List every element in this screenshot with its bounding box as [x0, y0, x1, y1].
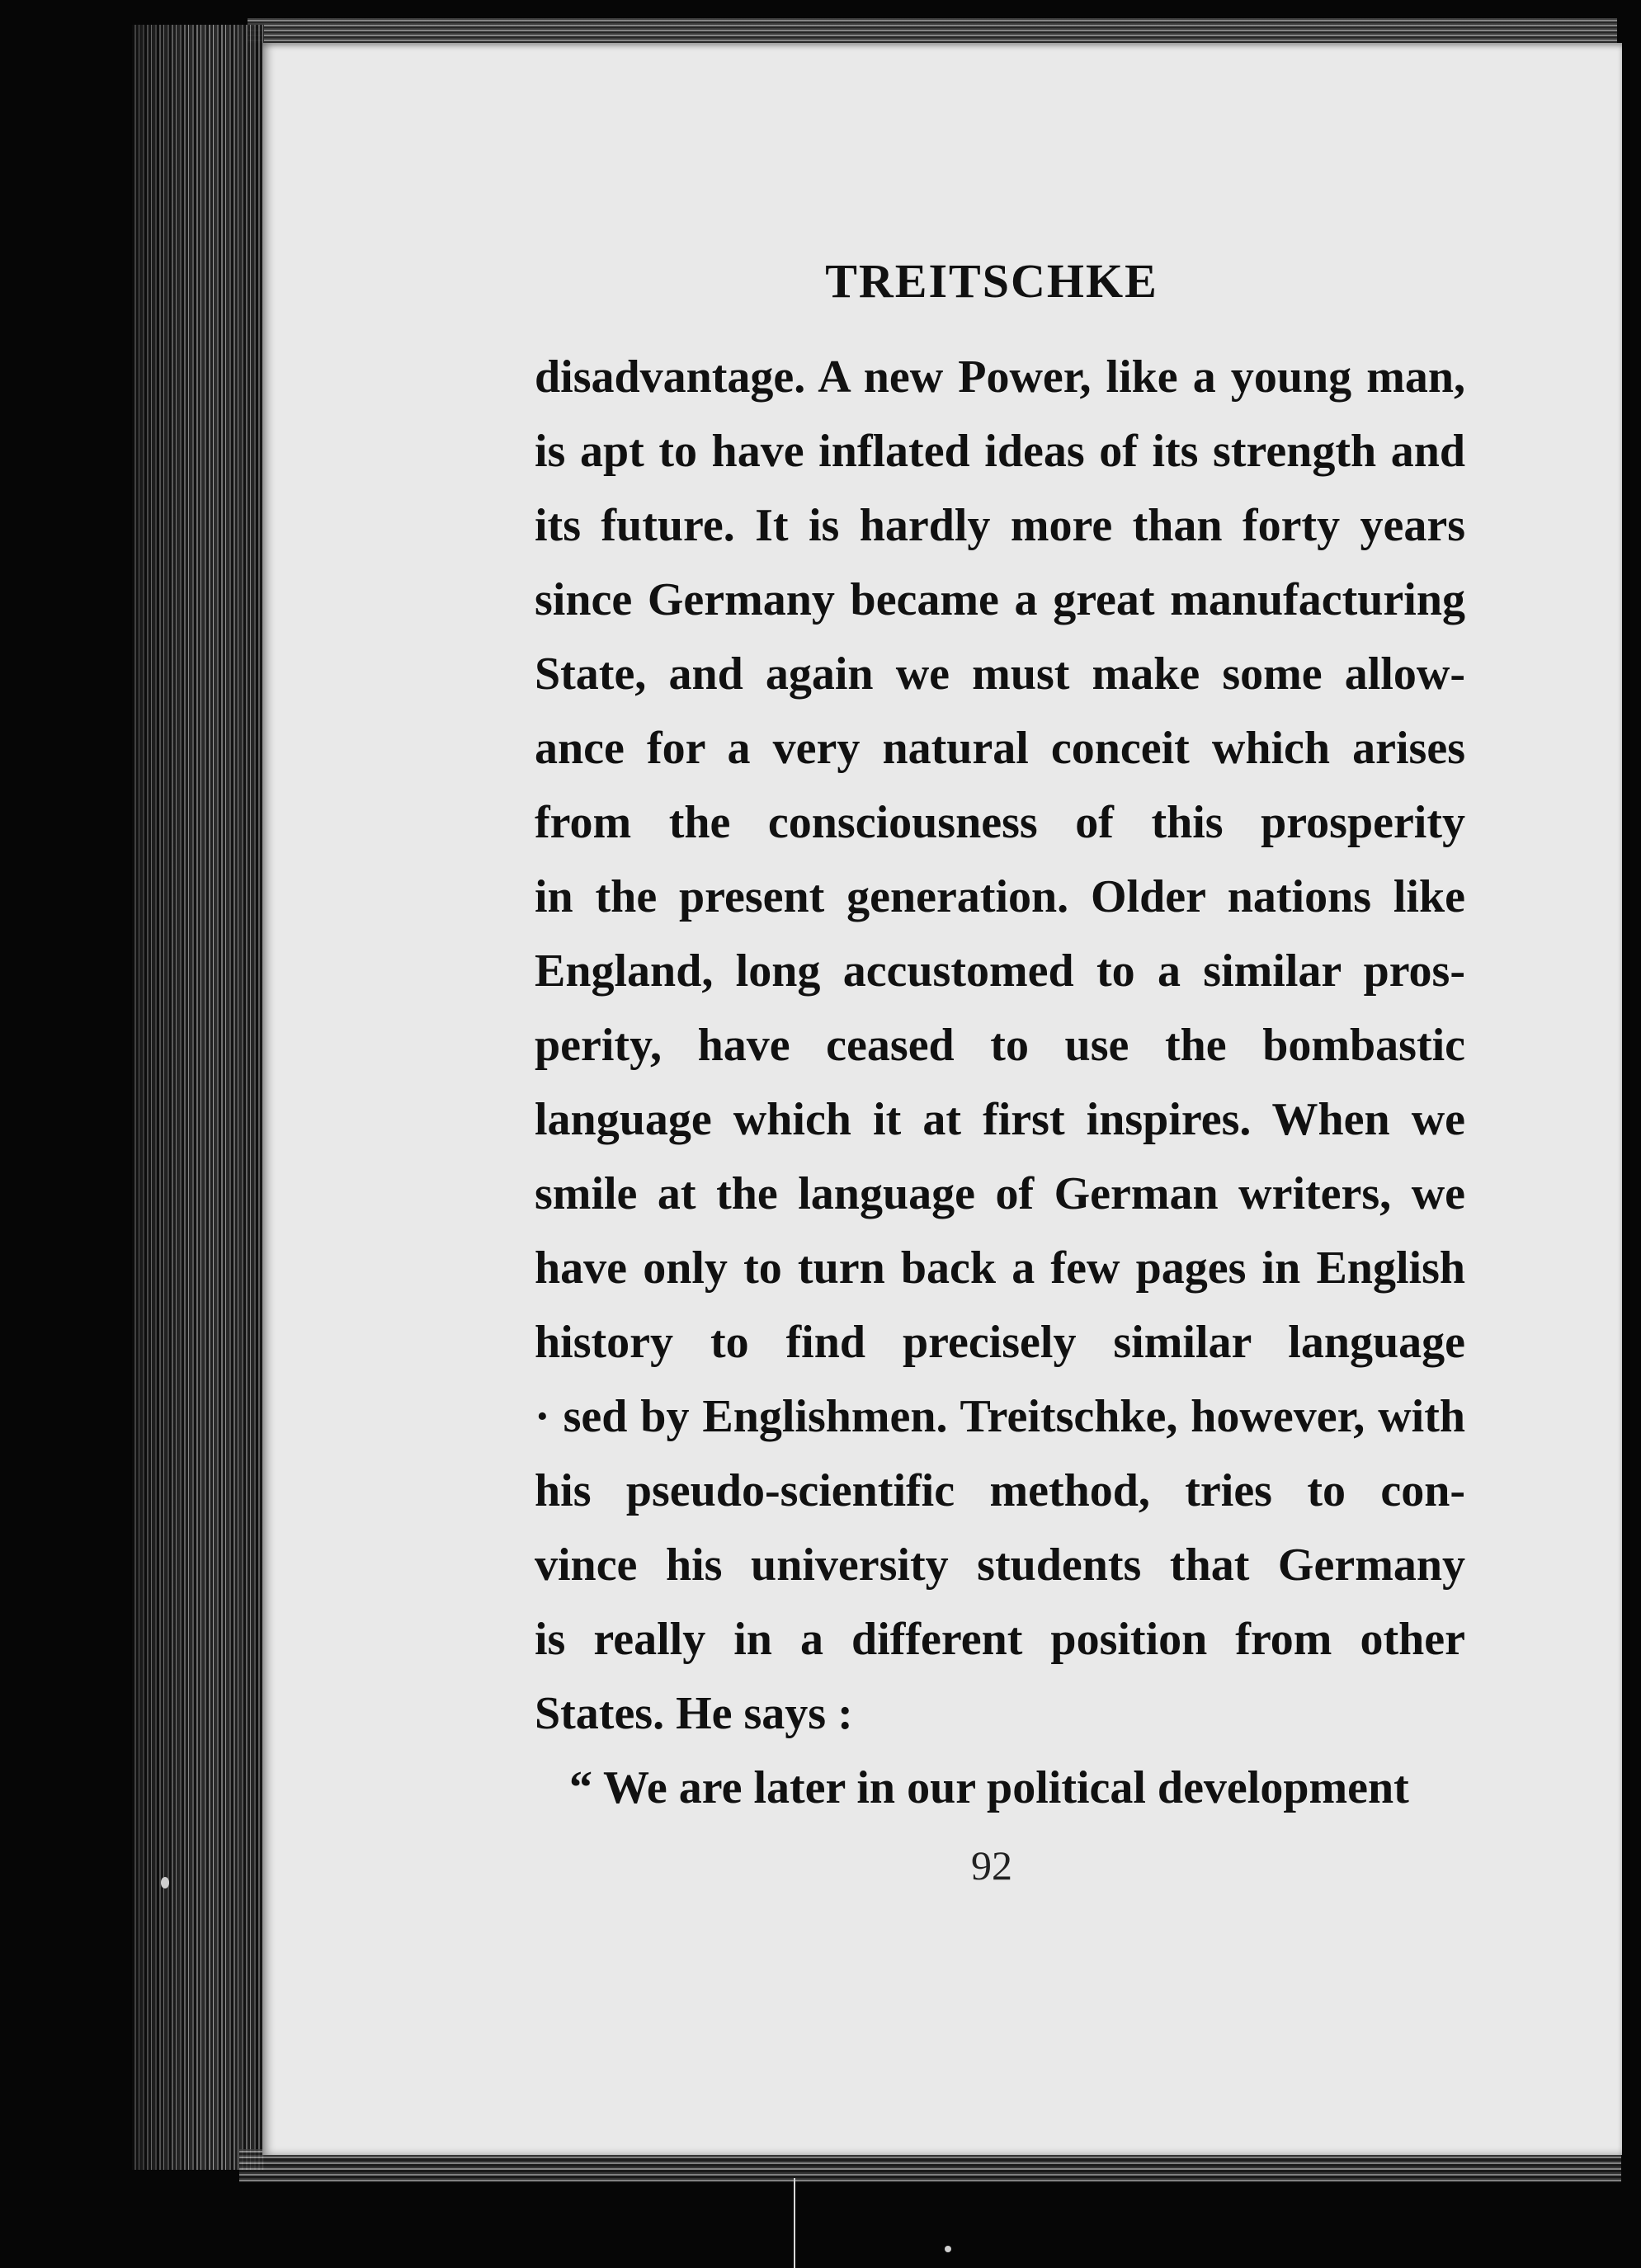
top-page-edges: [248, 18, 1617, 43]
book-page: [262, 43, 1622, 2155]
text-line: his pseudo-scientific method, tries to con-: [535, 1465, 1465, 1516]
text-line: is really in a different position from other: [535, 1614, 1465, 1665]
scan-speck: [945, 2246, 951, 2252]
page-number: 92: [971, 1842, 1012, 1888]
running-head: TREITSCHKE: [825, 254, 1158, 308]
quote-line: “ We are later in our political development: [569, 1762, 1409, 1813]
text-line: vince his university students that Germany: [535, 1540, 1465, 1591]
text-line: England, long accustomed to a similar pros-: [535, 945, 1465, 997]
page-edges-shadow: [132, 25, 264, 2170]
text-line: since Germany became a great manufacturing: [535, 574, 1465, 625]
scan-artifact-line: [794, 2178, 795, 2268]
text-line: perity, have ceased to use the bombastic: [535, 1020, 1465, 1071]
text-line: ance for a very natural conceit which arises: [535, 723, 1465, 774]
text-line: · sed by Englishmen. Treitschke, however, with: [535, 1391, 1465, 1442]
text-line: history to find precisely similar language: [535, 1317, 1465, 1368]
text-line: have only to turn back a few pages in English: [535, 1242, 1465, 1294]
text-line: State, and again we must make some allow-: [535, 648, 1465, 700]
body-text: [535, 340, 1465, 1825]
text-line: from the consciousness of this prosperity: [535, 797, 1465, 848]
text-line: its future. It is hardly more than forty years: [535, 500, 1465, 551]
scan-speck: [161, 1877, 169, 1888]
text-line: States. He says :: [535, 1688, 853, 1739]
text-line: smile at the language of German writers, we: [535, 1168, 1465, 1219]
text-line: disadvantage. A new Power, like a young man,: [535, 351, 1465, 403]
text-line: is apt to have inflated ideas of its strength and: [535, 426, 1465, 477]
text-line: in the present generation. Older nations like: [535, 871, 1465, 922]
text-line: language which it at first inspires. When we: [535, 1094, 1465, 1145]
